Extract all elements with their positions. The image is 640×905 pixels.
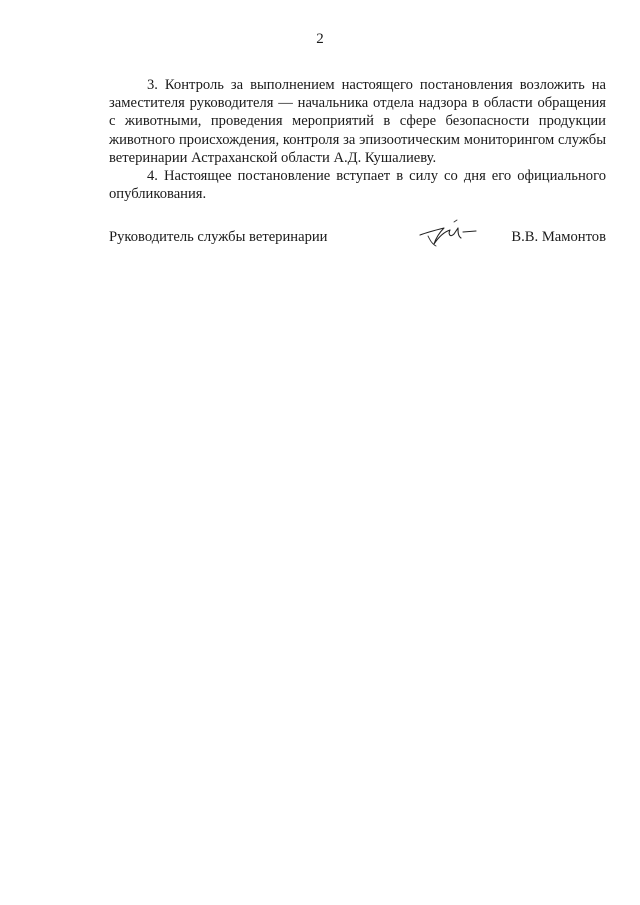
paragraph-4: 4. Настоящее постановление вступает в силу со дня его официального опубликования. [109, 168, 606, 203]
signatory-position: Руководитель службы ветеринарии [109, 229, 328, 245]
page-number: 2 [316, 31, 324, 47]
signature-block [109, 226, 606, 256]
handwritten-signature-icon [414, 216, 484, 254]
paragraph-3: 3. Контроль за выполнением настоящего постановления возложить на заместителя руководителя — начальника отдела надзора в области обращения с животными, проведения мероприятий в сфере безопасности продукции животного происхождения, контроля за эпизоотическим мониторингом службы ветеринарии Астраханской области А.Д. Кушалиеву. [109, 77, 606, 166]
signatory-name: В.В. Мамонтов [511, 229, 606, 245]
document-body [109, 76, 606, 203]
